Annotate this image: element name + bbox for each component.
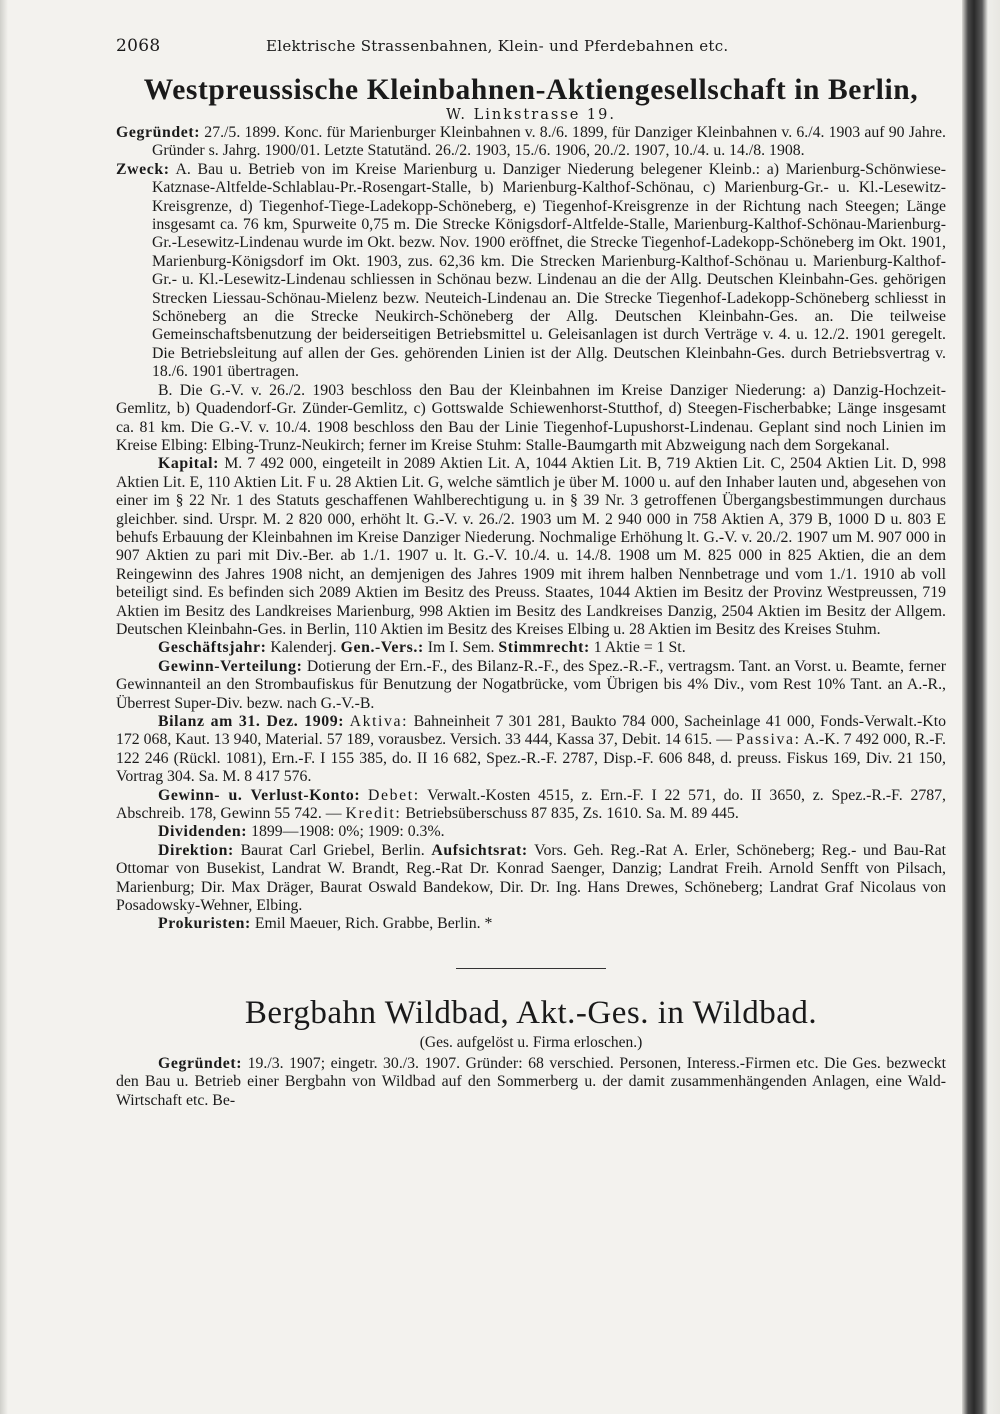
founded-text: 27./5. 1899. Konc. für Marienburger Kleinbahnen v. 8./6. 1899, für Danziger Kleinbahnen v. 6./4. 1903 auf 90 Jahre. Gründer s. Jahrg. 1900/01. Letzte Statutänd. 26./2. 1903, 15./6. 1906, 20./2. 1907, 10./4. u. 14./8. 1908. [152,124,946,160]
purpose-label: Zweck: [116,160,170,178]
capital-text: M. 7 492 000, eingeteilt in 2089 Aktien Lit. A, 1044 Aktien Lit. B, 719 Aktien Lit. C, 2504 Aktien Lit. D, 998 Aktien Lit. E, 110 Aktien Lit. F u. 28 Aktien Lit. G, welche sämtlich je über M. 1000 u. auf den Inhaber lauten und, abgesehen von einer im § 22 Nr. 1 des Statuts geschaffenen Wahlberechtigung u. in § 39 Nr. 3 getroffenen Übergangsbestimmungen durchaus gleichber. sind. Urspr. M. 2 820 000, erhöht lt. G.-V. v. 26./2. 1903 um M. 2 940 000 in 758 Aktien A, 379 B, 1000 D u. 803 E behufs Erbauung der Kleinbahnen im Kreise Danziger Niederung. Nochmalige Erhöhung lt. G.-V. v. 20./2. 1907 um M. 907 000 in 907 Aktien zu pari mit Div.-Ber. ab 1./1. 1907 u. lt. G.-V. 10./4. u. 14./8. 1908 um M. 825 000 in 825 Aktien, die an dem Reingewinn des Jahres 1908 nicht, an demjenigen des Jahres 1909 mit ihrem halben Nennbetrage und vom 1./1. 1910 ab voll beteiligt sind. Es befinden sich 2089 Aktien im Besitz des Preuss. Staates, 1044 Aktien im Besitz der Provinz Westpreussen, 719 Aktien im Besitz des Landkreises Marienburg, 998 Aktien im Besitz des Landkreises Danzig, 2504 Aktien im Besitz der Allgem. Deutschen Kleinbahn-Ges. in Berlin, 110 Aktien im Besitz des Kreises Elbing u. 28 Aktien im Besitz des Kreises Stuhm. [116,455,946,638]
company-title: Westpreussische Kleinbahnen-Aktiengesellschaft in Berlin, [143,74,919,106]
company-address: W. Linkstrasse 19. [446,107,616,123]
supervisory-board-label: Aufsichtsrat: [431,841,528,859]
running-title: Elektrische Strassenbahnen, Klein- und Pferdebahnen etc. [266,37,729,55]
book-binding-edge [962,0,1000,1414]
company-status-note: (Ges. aufgelöst u. Firma erloschen.) [419,1033,643,1051]
authorized-signatories-label: Prokuristen: [158,915,251,933]
section-divider [456,968,606,969]
purpose-paragraph-a [116,161,946,382]
company-body [116,124,946,934]
purpose-text-b: B. Die G.-V. v. 26./2. 1903 beschloss den Bau der Kleinbahnen im Kreise Danziger Niederung: a) Danzig-Hochzeit-Gemlitz, b) Quadendorf-Gr. Zünder-Gemlitz, c) Gottswalde Schiewenhorst-Stutthof, d) Steegen-Fischerbabke; Länge insgesamt ca. 81 km. Die G.-V. v. 10./4. 1908 beschloss den Bau der Linie Tiegenhof-Lupushorst-Lindenau. Geplant sind noch Linien im Kreise Elbing: Elbing-Trunz-Neukirch; ferner im Kreise Stuhm: Stalle-Baumgarth mit Abzweigung nach dem Sorgekanal. [116,381,946,454]
management-label: Direktion: [158,841,234,859]
credit-label: Kredit: [345,805,402,823]
dividends-label: Dividenden: [158,823,248,841]
profit-distribution-label: Gewinn-Verteilung: [158,657,303,675]
debit-label: Debet: [367,786,420,804]
credit-text: Betriebsüberschuss 87 835, Zs. 1610. Sa. M. 89 445. [405,805,739,823]
purpose-text-a: A. Bau u. Betrieb von im Kreise Marienburg u. Danziger Niederung belegener Kleinb.: a) Marienburg-Schönwiese-Katznase-Altfelde-Schlablau-Pr.-Rosengart-Stalle, b) Marienburg-Kalthof-Schönau, c) Marienburg-Gr.- u. Kl.-Lesewitz-Kreisgrenze, d) Tiegenhof-Tiege-Ladekopp-Schöneberg, e) Tiegenhof-Kreisgrenze in der Richtung nach Steegen; Länge insgesamt ca. 76 km, Spurweite 0,75 m. Die Strecke Königsdorf-Altfelde-Stalle, Marienburg-Kalthof-Schönau-Marienburg-Gr.-Lesewitz-Lindenau wurde im Okt. bezw. Nov. 1900 eröffnet, die Strecke Tiegenhof-Ladekopp-Schöneberg im Okt. 1901, Marienburg-Königsdorf im Okt. 1903, zus. 62,36 km. Die Strecken Marienburg-Kalthof-Schönau u. Marienburg-Kalthof-Gr.- u. Kl.-Lesewitz-Lindenau schliessen in Schönau bezw. Lindenau an die der Allg. Deutschen Kleinbahn-Ges. gehörigen Strecken Liessau-Schönau-Mielenz bezw. Neuteich-Lindenau an. Die Strecke Tiegenhof-Ladekopp-Schöneberg schliesst in Schöneberg an die Strecke Neukirch-Schöneberg der Allg. Deutschen Kleinbahn-Ges. an. Die teilweise Gemeinschaftsbenutzung der beiderseitigen Betriebsmittel u. Geleisanlagen ist durch Verträge v. 4. u. 12./2. 1901 geregelt. Die Betriebsleitung auf allen der Ges. gehörenden Linien ist der Allg. Deutschen Kleinbahn-Ges. durch Betriebsvertrag v. 18./6. 1901 übertragen. [152,160,947,381]
capital-paragraph [116,455,946,639]
running-header [116,36,946,62]
founded-text-2: 19./3. 1907; eingetr. 30./3. 1907. Gründer: 68 verschied. Personen, Interess.-Firmen etc. Die Ges. bezweckt den Bau u. Betrieb einer Bergbahn von Wildbad auf den Sommerberg u. der damit zusammenhängenden Anlagen, eine Wald-Wirtschaft etc. Be- [116,1054,947,1109]
debit-text: Verwalt.-Kosten 4515, z. Ern.-F. I 22 571, do. II 3650, z. Spez.-R.-F. 2787, Abschreib. 178, Gewinn 55 742. — [116,786,946,823]
founded-paragraph [116,124,946,161]
page-number: 2068 [116,36,161,56]
general-meeting-label: Gen.-Vers.: [340,639,424,657]
profit-distribution-text: Dotierung der Ern.-F., des Bilanz-R.-F., des Spez.-R.-F., vertragsm. Tant. an Vorst. u. Beamte, ferner Gewinnanteil an den Strombaufiskus für Benutzung der Nogatbrücke, vom Übrigen bis 4% Div., vom Rest 10% Tant. an A.-R., Überrest Super-Div. bezw. nach G.-V.-B. [116,657,946,712]
company-title-2: Bergbahn Wildbad, Akt.-Ges. in Wildbad. [244,994,818,1031]
fiscal-year-label: Geschäftsjahr: [158,639,267,657]
management-text: Baurat Carl Griebel, Berlin. [240,841,425,859]
supervisory-board-text: Vors. Geh. Reg.-Rat A. Erler, Schöneberg; Reg.- und Bau-Rat Ottomar von Busekist, Landrat W. Brandt, Reg.-Rat Dr. Konrad Saenger, Danzig; Landrat Freih. Arnold Senfft von Pilsach, Marienburg; Dir. Max Dräger, Baurat Oswald Bandekow, Dir. Dr. Ing. Hans Drewes, Schöneberg; Landrat Graf Nicolaus von Posadowsky-Wehner, Elbing. [116,841,947,915]
founded-label-2: Gegründet: [158,1054,243,1072]
profit-loss-label: Gewinn- u. Verlust-Konto: [158,786,361,804]
board-paragraph [116,842,946,916]
assets-label: Aktiva: [349,713,409,730]
fiscal-year-text: Kalenderj. [270,639,337,657]
dividends-text: 1899—1908: 0%; 1909: 0.3%. [251,823,445,841]
company-entry-westpreussische [116,74,946,934]
capital-label: Kapital: [158,455,219,473]
fiscal-meeting-votes [116,639,946,657]
founded-paragraph-2 [116,1055,946,1110]
authorized-signatories-paragraph [116,915,946,933]
company-entry-bergbahn-wildbad [116,995,946,1110]
general-meeting-text: Im I. Sem. [427,639,495,657]
profit-distribution-paragraph [116,658,946,713]
page-content [116,36,946,1110]
profit-loss-paragraph [116,787,946,824]
voting-right-label: Stimmrecht: [498,639,590,657]
liabilities-text: A.-K. 7 492 000, R.-F. 122 246 (Rückl. 1081), Ern.-F. I 155 385, do. II 16 682, Spez.-R.-F. 2787, Disp.-F. 606 848, d. preuss. Fiskus 169, Div. 21 150, Vortrag 304. Sa. M. 8 417 576. [116,731,946,786]
assets-text: Bahneinheit 7 301 281, Baukto 784 000, Sacheinlage 41 000, Fonds-Verwalt.-Kto 172 068, Kaut. 13 940, Material. 57 189, vorausbez. Versich. 33 444, Kassa 37, Debit. 14 615. — [116,713,946,749]
balance-sheet-paragraph [116,713,946,787]
voting-right-text: 1 Aktie = 1 St. [593,639,686,657]
balance-sheet-label: Bilanz am 31. Dez. 1909: [158,713,345,730]
page-left-shadow [0,0,8,1414]
authorized-signatories-text: Emil Maeuer, Rich. Grabbe, Berlin. * [254,915,493,933]
liabilities-label: Passiva: [735,731,801,749]
dividends-paragraph [116,823,946,841]
founded-label: Gegründet: [116,124,201,141]
purpose-paragraph-b [116,382,946,456]
company-body-2 [116,1055,946,1110]
